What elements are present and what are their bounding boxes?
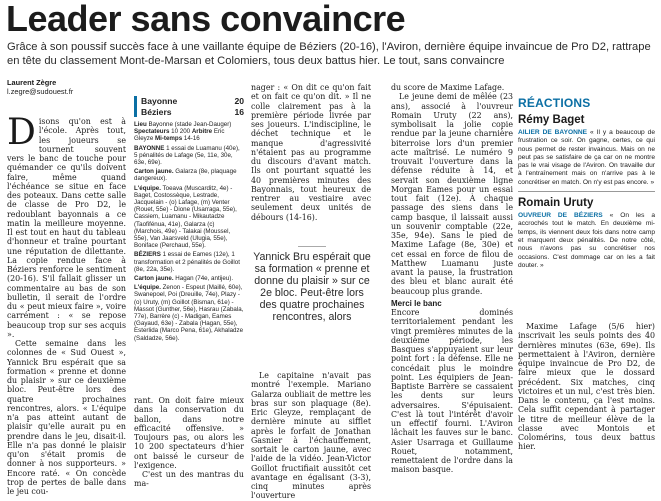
subheading: Merci le banc xyxy=(391,298,442,308)
beziers-card xyxy=(134,275,244,282)
reaction-role: AILIER DE BAYONNE xyxy=(518,129,588,136)
article-column-4 xyxy=(391,83,513,475)
article-paragraph xyxy=(7,112,126,339)
article-column-3 xyxy=(251,83,371,222)
team-away: Béziers xyxy=(141,106,172,117)
article-column-3-bottom xyxy=(251,371,371,501)
points-detail: 1 essai de Luamanu (40e), 5 pénalités de Lafage (5e, 11e, 30e, 63e, 69e). xyxy=(134,144,240,167)
card-label: Carton jaune. xyxy=(134,168,174,176)
article-paragraph: C'est un des mantras du ma- xyxy=(134,470,244,489)
score-block xyxy=(134,96,244,117)
headline: Leader sans convaincre xyxy=(6,0,406,39)
card-label: Carton jaune. xyxy=(134,275,174,283)
article-paragraph: du score de Maxime Lafage. xyxy=(391,83,505,92)
halftime-score: 14-16 xyxy=(183,135,200,143)
article-column-2 xyxy=(134,396,244,489)
article-paragraph: Encore dominés territorialement pendant les vingt premières minutes de la deuxième période, les Basques s'appuyaient sur leur point fort : la défense. Elle ne concédait plus le moindre point. Les équipiers de Jean-Baptiste Barrère se cassaient les dents sur leurs adversaires. S'épuisaient. C'est là tout l'intérêt d'avoir un effectif fourni. L'Aviron lâchait les fauves sur le banc. Asier Usarraga et Guillaume Rouet, notamment, remettaient de l'ordre dans la maison basque. xyxy=(391,308,513,475)
reactions-title: RÉACTIONS xyxy=(518,96,591,110)
article-paragraph: Le jeune demi de mêlée (23 ans), associé à l'ouvreur Romain Uruty (22 ans), symbolisait la jolie copie rendue par la jeune charnière biterroise lors d'un premier acte maîtrisé. Le numéro 9 trouvait l'ouverture dans la défense réduite à 14, et servait son deuxième ligne Morgan Eames pour un essai tout fait (12e). À chaque passage des siens dans le camp basque, il laissait aussi un souvenir comptable (22e, 35e, 94e). Sans le pied de Maxime Lafage (8e, 30e) et cet essai en force de filou de Matthew Luamanu juste avant la pause, la frustration des bleu et blanc aurait été beaucoup plus grande. xyxy=(391,92,513,296)
score-home: 20 xyxy=(234,96,244,106)
lineup-detail: Zenon - Espeut (Maillé, 60e), Swanepoel, Poi (Dreuille, 74e), Plazy - (o) Uruty, (m) Goillot (Bisman, 61e) - Massot (Gunther, 56e), Hasrau (Zabala, 77e), Barrère (c) - Madigan, Eames (Gayaud, 63e) - Zabala (Hagan, 55e), Esterlida (Marco Pena, 61e), Akhaladze (Saldadze, 56e). xyxy=(134,284,244,342)
article-column-1 xyxy=(7,112,126,496)
bayonne-points xyxy=(134,145,244,167)
chapo: Grâce à son poussif succès face à une vaillante équipe de Béziers (20-16), l'Aviron, dernière équipe invaincue de Pro D2, rattrape en tête du classement Mont-de-Marsan et Colomiers, tous deux battus hier. Le tout, sans convaincre xyxy=(7,41,651,67)
score-row-away xyxy=(141,107,244,118)
pull-quote-text: Yannick Bru espérait que sa formation « prenne et donne du plaisir » sur ce 2e bloc. Peut-être lors des quatre prochaines rencontres, alors xyxy=(253,251,371,323)
divider xyxy=(518,191,655,192)
quote-rule xyxy=(298,246,326,247)
lineup-detail: Toeava (Muscarditz, 4e) - Baget, Costossèque, Lestrade, Jacquelain - (o) Lafage, (m) Venter (Rouet, 55e) - Dione (Usarraga, 55e), Cassiem, Luamanu - Mikautadze (Taofifénua, 41e), Galarza (c) (Marchois, 49e) - Talakai (Moussel, 55e), Van Jaarsveld (Ulugia, 55e), Boniface (Perchaud, 55e). xyxy=(134,184,237,250)
reaction-text xyxy=(518,129,655,187)
author-block xyxy=(7,78,73,96)
card-detail: Hagan (74e, antijeu). xyxy=(175,275,234,283)
match-info xyxy=(134,121,244,143)
article-paragraph: Maxime Lafage (5/6 hier) inscrivait les seuls points des 40 dernières minutes (63e, 69e). Ils permettaient à l'Aviron, dernière équipe invaincue de Pro D2, de faire mieux que le dossard précédent. Six matches, cinq victoires et un nul, c'est très bien. Dans le contenu, ça l'est moins. Cela suffit cependant à partager le titre de meilleur élève de la classe avec Montois et Colomérins, tous deux battus hier. xyxy=(518,322,655,452)
reaction-quote: « On les a accrochés tout le match. En deuxième mi-temps, ils viennent deux fois dans notre camp et marquent deux pénalités. De notre côté, nous n'avons pas su concrétiser nos occasions. C'est dommage car on les a fait douter. » xyxy=(518,212,655,269)
referee: Eric Gleyze xyxy=(134,128,225,143)
match-factbox xyxy=(134,96,244,344)
team-label: BAYONNE xyxy=(134,144,165,152)
lineup-label: L'équipe. xyxy=(134,184,161,192)
reaction-name: Romain Uruty xyxy=(518,197,594,210)
spectators-label: Spectateurs xyxy=(134,128,170,136)
points-detail: 1 essai de Eames (12e), 1 transformation et 2 pénalités de Goillot (8e, 22a, 35e). xyxy=(134,251,240,273)
referee-label: Arbitre xyxy=(191,128,213,136)
halftime-label: Mi-temps xyxy=(155,135,183,143)
lineup-label: L'équipe. xyxy=(134,284,161,292)
score-away: 16 xyxy=(234,106,244,117)
author-email[interactable]: l.zegre@sudouest.fr xyxy=(7,87,74,96)
article-column-5 xyxy=(518,322,655,452)
beziers-lineup xyxy=(134,284,244,342)
article-paragraph: rant. On doit faire mieux dans la conservation du ballon, dans notre efficacité offensive. » Toujours pas, ou alors les 10 200 spectateurs d'hier ont baissé le curseur de l'exigence. xyxy=(134,396,244,470)
reaction-name: Rémy Baget xyxy=(518,114,585,126)
bayonne-lineup xyxy=(134,185,244,250)
paragraph-text: isons qu'on est à l'école. Après tout, les joueurs se tournent souvent vers le banc de touche pour quémander ce qu'ils doivent faire, même quand l'échéance se situe en face des poteaux. Dans cette salle de classe de Pro D2, le redoublant bayonnais a ce matin la meilleure moyenne. Il est tout en haut du tableau d'honneur et traîne pourtant une réputation de dilettante. La copie rendue face à Béziers renforce le sentiment (20-16). S'il fallait glisser un commentaire au bas de son bulletin, il serait de l'ordre du « peut mieux faire », voire carrément : « se repose beaucoup trop sur ses acquis ». xyxy=(7,117,126,339)
reaction-text xyxy=(518,212,655,270)
spectators: 10 200 xyxy=(171,128,191,136)
drop-cap: D xyxy=(7,112,36,153)
author-name: Laurent Zègre xyxy=(7,78,57,87)
bayonne-card xyxy=(134,168,244,182)
venue: Bayonne (stade Jean-Dauger) xyxy=(148,121,232,128)
team-label: BÉZIERS xyxy=(134,251,161,259)
article-paragraph: nager : « On dit ce qu'on fait et on fait ce qu'on dit. » Il ne colle clairement pas à la première période livrée par ses joueurs. L'indiscipline, le déchet technique et le manque d'agressivité n'étaient pas au programme du discours d'avant match. Ils ont pourtant squatté les 40 premières minutes des Bayonnais, tout heureux de rentrer au vestiaire avec seulement deux unités de débours (14-16). xyxy=(251,83,371,222)
score-row-home xyxy=(141,96,244,107)
pull-quote xyxy=(252,246,372,323)
beziers-points xyxy=(134,251,244,273)
article-paragraph: Le capitaine n'avait pas montré l'exemple. Mariano Galarza oubliait de mettre les bras sur son plaquage (8e). Eric Gleyze, remplaçant de dernière minute au sifflet après le forfait de Jonathan Gasnier à l'échauffement, sortait le carton jaune, avec l'aide de la vidéo. Jean-Victor Goillot fructifiait aussitôt cet avantage en égalisant (3-3), cinq minutes après l'ouverture xyxy=(251,371,371,501)
venue-label: Lieu xyxy=(134,121,147,128)
reaction-role: OUVREUR DE BÉZIERS xyxy=(518,212,603,220)
article-paragraph: Cette semaine dans les colonnes de « Sud Ouest », Yannick Bru espérait que sa formation « prenne et donne du plaisir » sur ce deuxième bloc. Peut-être lors des quatre prochaines rencontres, alors. « L'équipe n'a pas atteint autant de plaisir qu'elle aurait pu en prendre dans le jeu, disait-il. Elle n'a pas donné le plaisir qu'on s'était promis de donner à nos supporteurs. » Encore raté. « On concède trop de pertes de balle dans le jeu cou- xyxy=(7,339,126,496)
team-home: Bayonne xyxy=(141,96,178,106)
reactions-box xyxy=(518,96,655,270)
card-detail: Galarza (8e, plaquage dangereux). xyxy=(134,168,237,183)
reaction-quote: « Il y a beaucoup de frustration ce soir. On gagne, certes, ce qui nous permet de rester invaincus. Mais on ne peut pas se satisfaire de ça car on ne montre pas le vrai visage de l'Aviron. On travaille dur à l'entraînement mais on n'arrive pas à le concrétiser en match. On n'y est pas encore. » xyxy=(518,129,655,186)
